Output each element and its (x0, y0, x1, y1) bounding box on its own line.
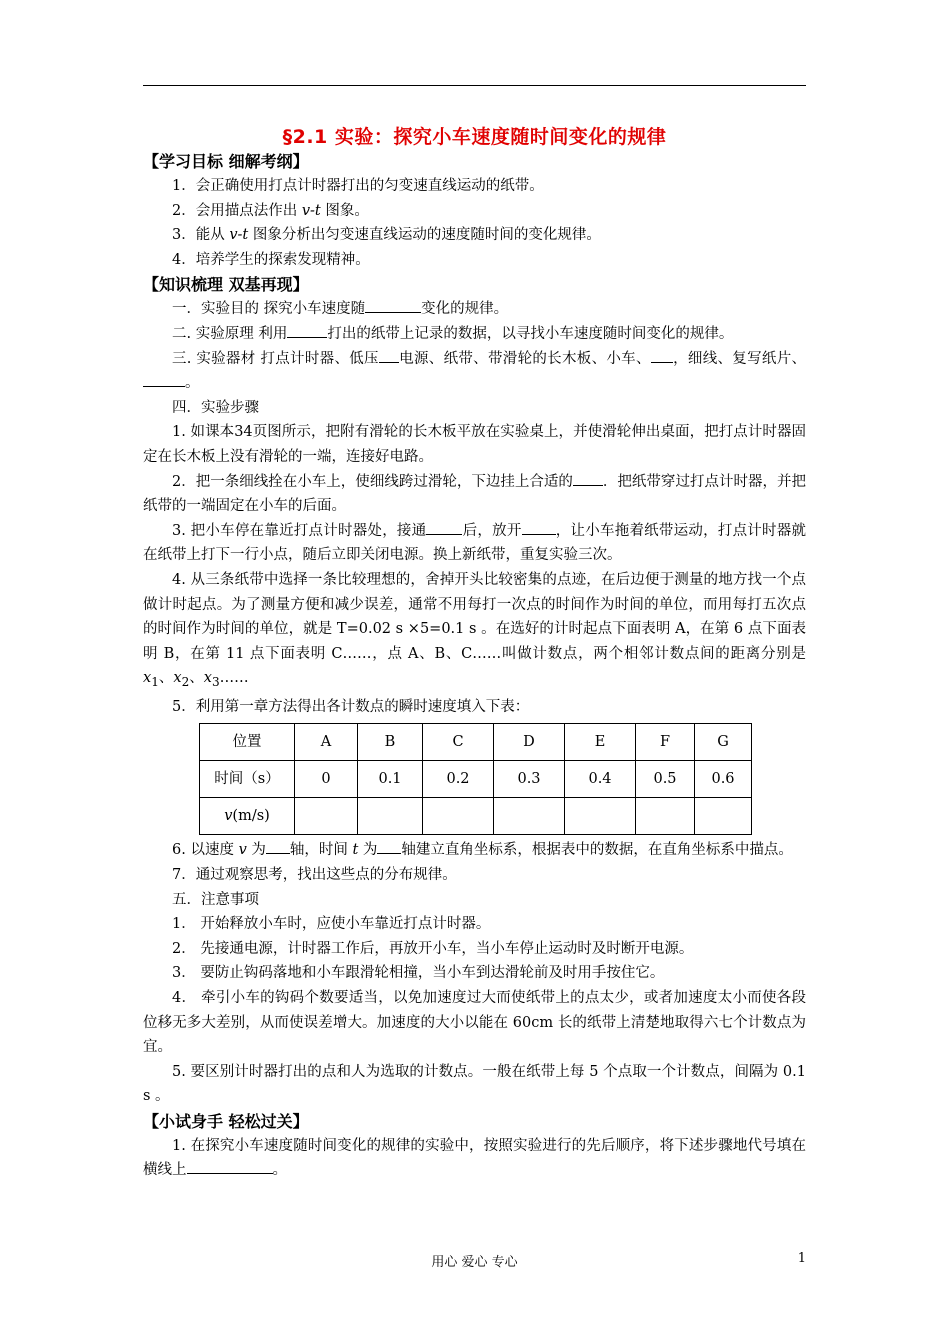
blank-line[interactable] (266, 839, 290, 854)
goal-1: 1．会正确使用打点计时器打出的匀变速直线运动的纸带。 (172, 178, 544, 194)
goal-2: 2．会用描点法作出 v-t 图象。 (172, 202, 369, 219)
vt-italic: v-t (301, 202, 321, 219)
step-5: 5．利用第一章方法得出各计数点的瞬时速度填入下表： (172, 698, 530, 715)
table-cell-empty[interactable] (423, 798, 494, 835)
table-cell: 0.6 (695, 761, 752, 798)
table-cell: A (295, 724, 358, 761)
section-heading-goals: 【学习目标 细解考纲】 (143, 152, 309, 171)
notes-heading: 五．注意事项 (172, 891, 259, 908)
page-number: 1 (797, 1251, 806, 1266)
table-cell: 0.1 (358, 761, 423, 798)
purpose-line: 一．实验目的 探究小车速度随 变化的规律。 (143, 297, 806, 322)
section-heading-knowledge: 【知识梳理 双基再现】 (143, 275, 309, 295)
header-rule (143, 85, 806, 86)
table-header-cell: 时间（s） (200, 761, 295, 798)
table-header-cell: 位置 (200, 724, 295, 761)
answer-blank[interactable] (187, 1159, 273, 1174)
goal-4: 4．培养学生的探索发现精神。 (172, 251, 370, 268)
step-1: 1. 如课本34页图所示，把附有滑轮的长木板平放在实验桌上，并使滑轮伸出桌面，把打点计时器固定在长木板上没有滑轮的一端，连接好电路。 (143, 424, 806, 465)
blank-line[interactable] (379, 348, 399, 363)
step-6: 6. 以速度 v 为 轴，时间 t 为 轴建立直角坐标系，根据表中的数据，在直角坐标系中描点。 (143, 838, 806, 863)
blank-line[interactable] (522, 520, 556, 535)
blank-line[interactable] (377, 839, 401, 854)
blank-line[interactable] (426, 520, 462, 535)
note-2: 2． 先接通电源，计时器工作后，再放开小车，当小车停止运动时及时断开电源。 (172, 940, 694, 957)
step-4: 4. 从三条纸带中选择一条比较理想的，舍掉开头比较密集的点迹，在后边便于测量的地方找一个点做计时起点。为了测量方便和减少误差，通常不用每打一次点的时间作为时间的单位，而用每打五次点的时间作为时间的单位，就是 T=0.02 s ×5=0.1 s 。在选好的计时起点下面表明 A，在第 6 点下面表明 B，在第 11 点下面表明 C……，点 A、B、C……叫做计数点，两个相邻计数点间的距离分别是 $x_1$、$x_2$、$x_3\dots\dots$ (143, 571, 806, 690)
table-row (200, 724, 752, 761)
note-3: 3． 要防止钩码落地和小车跟滑轮相撞，当小车到达滑轮前及时用手按住它。 (172, 965, 665, 982)
table-cell-empty[interactable] (494, 798, 565, 835)
principle-line: 二. 实验原理 利用 打出的纸带上记录的数据，以寻找小车速度随时间变化的规律。 (143, 322, 806, 347)
step-3: 3. 把小车停在靠近打点计时器处，接通 后，放开 ，让小车拖着纸带运动，打点计时器就在纸带上打下一行小点，随后立即关闭电源。换上新纸带，重复实验三次。 (143, 519, 806, 568)
table-cell: D (494, 724, 565, 761)
step-7: 7．通过观察思考，找出这些点的分布规律。 (172, 866, 457, 883)
step-2: 2．把一条细线拴在小车上，使细线跨过滑轮，下边挂上合适的 ．把纸带穿过打点计时器，并把纸带的一端固定在小车的后面。 (143, 470, 806, 519)
table-cell: 0 (295, 761, 358, 798)
footer-motto: 用心 爱心 专心 (431, 1255, 518, 1270)
equipment-line: 三. 实验器材 打点计时器、低压 电源、纸带、带滑轮的长木板、小车、 ，细线、复写纸片、。 (143, 347, 806, 396)
note-5: 5. 要区别计时器打出的点和人为选取的计数点。一般在纸带上每 5 个点取一个计数点，间隔为 0.1 s 。 (143, 1063, 806, 1105)
note-1: 1． 开始释放小车时，应使小车靠近打点计时器。 (172, 916, 491, 933)
blank-line[interactable] (287, 323, 327, 338)
vt-italic: v-t (229, 227, 249, 244)
table-cell: G (695, 724, 752, 761)
page-title: §2.1 实验：探究小车速度随时间变化的规律 (282, 126, 667, 148)
table-cell-empty[interactable] (295, 798, 358, 835)
content-body (143, 149, 806, 1183)
table-cell: E (565, 724, 636, 761)
table-cell: B (358, 724, 423, 761)
table-header-cell: v(m/s) (200, 798, 295, 835)
blank-line[interactable] (365, 298, 421, 313)
table-row (200, 798, 752, 835)
table-cell: 0.4 (565, 761, 636, 798)
table-cell: F (636, 724, 695, 761)
table-cell: 0.3 (494, 761, 565, 798)
steps-heading: 四．实验步骤 (172, 399, 259, 416)
table-cell: C (423, 724, 494, 761)
blank-line[interactable] (573, 471, 603, 486)
goal-3: 3．能从 v-t 图象分析出匀变速直线运动的速度随时间的变化规律。 (172, 227, 601, 244)
table-cell-empty[interactable] (358, 798, 423, 835)
table-row (200, 761, 752, 798)
table-cell-empty[interactable] (565, 798, 636, 835)
note-4: 4． 牵引小车的钩码个数要适当，以免加速度过大而使纸带上的点太少，或者加速度太小而使各段位移无多大差别，从而使误差增大。加速度的大小以能在 60cm 长的纸带上清楚地取得六七个计数点为宜。 (143, 989, 806, 1056)
question-1: 1. 在探究小车速度随时间变化的规律的实验中，按照实验进行的先后顺序，将下述步骤地代号填在横线上 。 (143, 1137, 806, 1179)
table-cell: 0.2 (423, 761, 494, 798)
velocity-table (199, 723, 752, 835)
section-heading-practice: 【小试身手 轻松过关】 (143, 1111, 309, 1131)
table-cell-empty[interactable] (636, 798, 695, 835)
table-cell-empty[interactable] (695, 798, 752, 835)
table-cell: 0.5 (636, 761, 695, 798)
blank-line[interactable] (143, 372, 185, 387)
blank-line[interactable] (651, 348, 673, 363)
